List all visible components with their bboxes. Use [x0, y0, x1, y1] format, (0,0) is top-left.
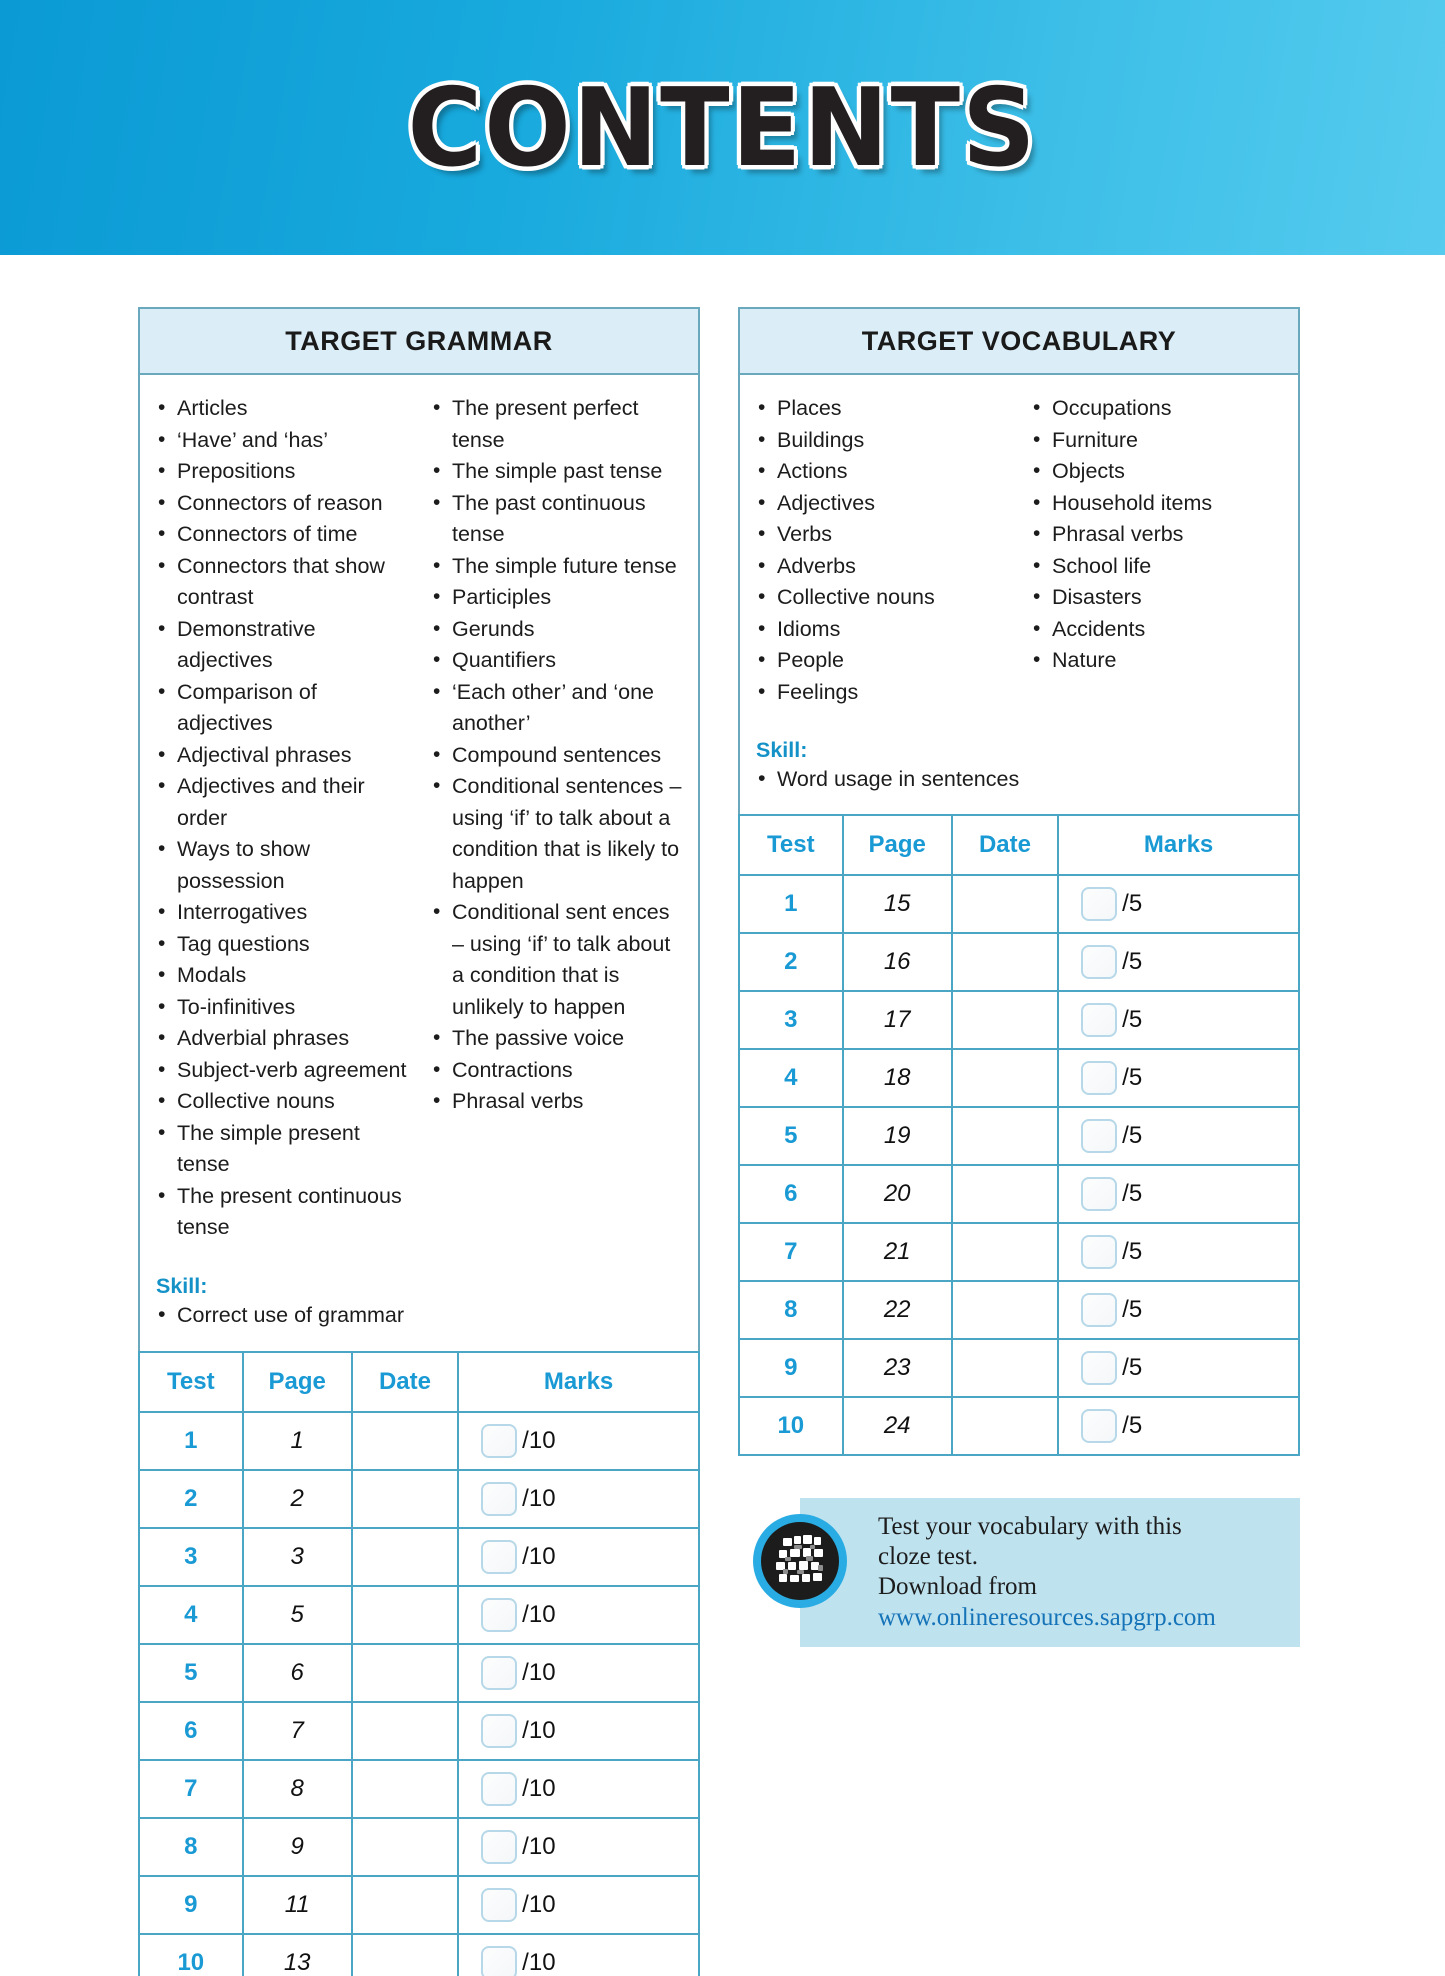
grammar-col-page: Page	[243, 1352, 352, 1412]
grammar-list-item: • ‘Each other’ and ‘one another’	[431, 677, 684, 740]
target-vocabulary-header	[740, 309, 1298, 375]
marks-entry	[1081, 1293, 1298, 1327]
marks-entry	[1081, 887, 1298, 921]
cell-date-blank[interactable]	[952, 1339, 1058, 1397]
grammar-list-item: • Gerunds	[431, 614, 684, 646]
grammar-list-item: • The passive voice	[431, 1023, 684, 1055]
vocabulary-list-item: • People	[756, 645, 1011, 677]
cell-date-blank[interactable]	[352, 1876, 458, 1934]
cell-page-number: 8	[243, 1760, 352, 1818]
cell-test-number: 4	[739, 1049, 843, 1107]
cell-test-number: 5	[739, 1107, 843, 1165]
cell-date-blank[interactable]	[952, 875, 1058, 933]
vocabulary-list-item: • Places	[756, 393, 1011, 425]
cell-page-number: 20	[843, 1165, 952, 1223]
cell-test-number: 9	[139, 1876, 243, 1934]
table-row	[739, 875, 1299, 933]
cell-page-number: 17	[843, 991, 952, 1049]
marks-entry	[481, 1830, 698, 1864]
marks-input-box[interactable]	[1081, 1409, 1117, 1443]
table-row	[139, 1702, 699, 1760]
marks-entry	[1081, 1119, 1298, 1153]
marks-entry	[1081, 1003, 1298, 1037]
vocabulary-col-marks: Marks	[1058, 815, 1299, 875]
cell-page-number: 21	[843, 1223, 952, 1281]
marks-input-box[interactable]	[481, 1424, 517, 1458]
marks-input-box[interactable]	[481, 1482, 517, 1516]
grammar-list-item: • Conditional sent ences – using ‘if’ to talk about a condition that is unlikely to happen	[431, 897, 684, 1023]
grammar-table-header-row	[139, 1352, 699, 1412]
target-vocabulary-title: TARGET VOCABULARY	[861, 326, 1177, 356]
cell-test-number: 9	[739, 1339, 843, 1397]
cell-page-number: 13	[243, 1934, 352, 1976]
cell-date-blank[interactable]	[352, 1760, 458, 1818]
cell-date-blank[interactable]	[952, 1107, 1058, 1165]
vocabulary-list-item: • Nature	[1031, 645, 1284, 677]
marks-denominator: /5	[1122, 889, 1143, 917]
cell-test-number: 5	[139, 1644, 243, 1702]
marks-input-box[interactable]	[481, 1888, 517, 1922]
cell-marks	[1058, 1049, 1299, 1107]
vocabulary-col-test: Test	[739, 815, 843, 875]
target-vocabulary-body	[740, 375, 1298, 730]
cell-date-blank[interactable]	[952, 1049, 1058, 1107]
grammar-list-item: • Contractions	[431, 1055, 684, 1087]
cell-page-number: 18	[843, 1049, 952, 1107]
grammar-list-item: • Adjectives and their order	[156, 771, 411, 834]
cell-test-number: 8	[739, 1281, 843, 1339]
grammar-items-right-col	[425, 393, 684, 1244]
marks-entry	[481, 1656, 698, 1690]
vocabulary-list-item: • Objects	[1031, 456, 1284, 488]
vocabulary-list-item: • Actions	[756, 456, 1011, 488]
marks-denominator: /10	[522, 1485, 556, 1512]
cell-marks	[1058, 1397, 1299, 1455]
grammar-list-item: • Connectors of time	[156, 519, 411, 551]
marks-input-box[interactable]	[1081, 1293, 1117, 1327]
cell-date-blank[interactable]	[352, 1702, 458, 1760]
cell-marks	[458, 1644, 699, 1702]
table-row	[139, 1586, 699, 1644]
marks-input-box[interactable]	[1081, 1177, 1117, 1211]
grammar-skill-section	[140, 1274, 698, 1352]
cell-test-number: 7	[139, 1760, 243, 1818]
grammar-list-item: • The present continuous tense	[156, 1181, 411, 1244]
vocabulary-items-right-col	[1025, 393, 1284, 708]
vocabulary-list-item: • Collective nouns	[756, 582, 1011, 614]
marks-denominator: /5	[1122, 1295, 1143, 1323]
target-grammar-title: TARGET GRAMMAR	[285, 326, 553, 356]
marks-entry	[1081, 1235, 1298, 1269]
promo-banner[interactable]	[800, 1498, 1300, 1647]
cell-page-number: 9	[243, 1818, 352, 1876]
cell-date-blank[interactable]	[352, 1644, 458, 1702]
vocabulary-items-left-col	[756, 393, 1015, 708]
grammar-list-item: • To-infinitives	[156, 992, 411, 1024]
marks-entry	[481, 1424, 698, 1458]
cell-marks	[458, 1702, 699, 1760]
grammar-skill-list	[156, 1300, 682, 1332]
marks-entry	[481, 1946, 698, 1976]
marks-denominator: /10	[522, 1427, 556, 1454]
table-row	[739, 1339, 1299, 1397]
marks-denominator: /10	[522, 1659, 556, 1686]
marks-denominator: /10	[522, 1949, 556, 1976]
cell-page-number: 11	[243, 1876, 352, 1934]
vocabulary-list-item: • Phrasal verbs	[1031, 519, 1284, 551]
cell-date-blank[interactable]	[952, 991, 1058, 1049]
marks-input-box[interactable]	[481, 1598, 517, 1632]
vocabulary-list-item: • Occupations	[1031, 393, 1284, 425]
table-row	[739, 1049, 1299, 1107]
grammar-table-body	[139, 1412, 699, 1976]
cell-page-number: 2	[243, 1470, 352, 1528]
cell-date-blank[interactable]	[952, 1281, 1058, 1339]
table-row	[139, 1412, 699, 1470]
marks-denominator: /10	[522, 1833, 556, 1860]
marks-entry	[1081, 1409, 1298, 1443]
grammar-list-item: • Connectors that show contrast	[156, 551, 411, 614]
vocabulary-marks-table	[738, 814, 1300, 1456]
target-vocabulary-box	[738, 307, 1300, 816]
vocabulary-list-item: • Furniture	[1031, 425, 1284, 457]
marks-entry	[1081, 1351, 1298, 1385]
marks-entry	[1081, 945, 1298, 979]
grammar-skill-label: Skill:	[156, 1273, 208, 1298]
cell-date-blank[interactable]	[352, 1818, 458, 1876]
cell-test-number: 4	[139, 1586, 243, 1644]
cell-marks	[458, 1876, 699, 1934]
cell-date-blank[interactable]	[352, 1586, 458, 1644]
target-grammar-box	[138, 307, 700, 1353]
marks-input-box[interactable]	[481, 1830, 517, 1864]
vocabulary-list-item: • Household items	[1031, 488, 1284, 520]
marks-entry	[1081, 1061, 1298, 1095]
vocabulary-skill-label: Skill:	[756, 738, 808, 762]
cell-test-number: 2	[739, 933, 843, 991]
cell-test-number: 10	[139, 1934, 243, 1976]
vocabulary-table-wrapper	[738, 814, 1300, 1456]
vocabulary-list-item: • Feelings	[756, 677, 1011, 709]
grammar-list-item: • The simple future tense	[431, 551, 684, 583]
vocabulary-list-item: • Adverbs	[756, 551, 1011, 583]
cell-date-blank[interactable]	[952, 933, 1058, 991]
promo-line-1: Test your vocabulary with this	[878, 1512, 1182, 1540]
grammar-list-item: • Collective nouns	[156, 1086, 411, 1118]
marks-denominator: /5	[1122, 1005, 1143, 1033]
qr-code-icon	[753, 1514, 847, 1608]
table-row	[739, 991, 1299, 1049]
grammar-list-item: • Quantifiers	[431, 645, 684, 677]
grammar-list-item: • Tag questions	[156, 929, 411, 961]
cell-date-blank[interactable]	[952, 1165, 1058, 1223]
vocabulary-list-item: • Disasters	[1031, 582, 1284, 614]
grammar-list-item: • Ways to show possession	[156, 834, 411, 897]
marks-denominator: /5	[1122, 1179, 1143, 1207]
vocabulary-table-body	[739, 875, 1299, 1455]
cell-date-blank[interactable]	[352, 1934, 458, 1976]
grammar-items-left-col	[156, 393, 415, 1244]
promo-line-2: cloze test.	[878, 1542, 978, 1570]
cell-page-number: 15	[843, 875, 952, 933]
cell-page-number: 22	[843, 1281, 952, 1339]
cell-date-blank[interactable]	[352, 1412, 458, 1470]
table-row	[739, 1165, 1299, 1223]
cell-test-number: 7	[739, 1223, 843, 1281]
cell-marks	[1058, 1339, 1299, 1397]
marks-denominator: /5	[1122, 1063, 1143, 1091]
marks-input-box[interactable]	[1081, 1061, 1117, 1095]
grammar-skill-item: • Correct use of grammar	[156, 1300, 682, 1332]
marks-input-box[interactable]	[1081, 1351, 1117, 1385]
cell-page-number: 5	[243, 1586, 352, 1644]
marks-input-box[interactable]	[481, 1714, 517, 1748]
cell-test-number: 6	[139, 1702, 243, 1760]
cell-marks	[1058, 1107, 1299, 1165]
vocabulary-skill-item: • Word usage in sentences	[756, 764, 1282, 796]
vocabulary-list-item: • Buildings	[756, 425, 1011, 457]
page-header-band	[0, 0, 1445, 255]
marks-input-box[interactable]	[481, 1656, 517, 1690]
grammar-col-test: Test	[139, 1352, 243, 1412]
grammar-list-item: • Conditional sentences – using ‘if’ to talk about a condition that is likely to happen	[431, 771, 684, 897]
vocabulary-column	[738, 307, 1300, 1647]
vocabulary-list-right	[1031, 393, 1284, 677]
table-row	[139, 1876, 699, 1934]
grammar-list-item: • Adverbial phrases	[156, 1023, 411, 1055]
marks-input-box[interactable]	[1081, 1119, 1117, 1153]
cell-test-number: 2	[139, 1470, 243, 1528]
cell-test-number: 1	[739, 875, 843, 933]
grammar-list-item: • Adjectival phrases	[156, 740, 411, 772]
grammar-list-item: • Comparison of adjectives	[156, 677, 411, 740]
cell-test-number: 10	[739, 1397, 843, 1455]
table-row	[739, 1281, 1299, 1339]
grammar-list-item: • Prepositions	[156, 456, 411, 488]
cell-marks	[458, 1586, 699, 1644]
marks-input-box[interactable]	[481, 1946, 517, 1976]
cell-page-number: 6	[243, 1644, 352, 1702]
table-row	[139, 1760, 699, 1818]
grammar-list-item: • Participles	[431, 582, 684, 614]
grammar-column	[138, 307, 700, 1976]
cell-marks	[1058, 933, 1299, 991]
cell-test-number: 3	[739, 991, 843, 1049]
cell-page-number: 19	[843, 1107, 952, 1165]
grammar-list-item: • Phrasal verbs	[431, 1086, 684, 1118]
cell-marks	[1058, 875, 1299, 933]
vocabulary-col-page: Page	[843, 815, 952, 875]
marks-entry	[1081, 1177, 1298, 1211]
vocabulary-list-item: • Accidents	[1031, 614, 1284, 646]
marks-denominator: /10	[522, 1601, 556, 1628]
cell-test-number: 6	[739, 1165, 843, 1223]
grammar-list-item: • The simple past tense	[431, 456, 684, 488]
cell-marks	[458, 1528, 699, 1586]
marks-denominator: /5	[1122, 1411, 1143, 1439]
marks-input-box[interactable]	[1081, 1003, 1117, 1037]
cell-date-blank[interactable]	[952, 1223, 1058, 1281]
grammar-col-date: Date	[352, 1352, 458, 1412]
grammar-list-item: • Subject-verb agreement	[156, 1055, 411, 1087]
grammar-list-item: • ‘Have’ and ‘has’	[156, 425, 411, 457]
grammar-list-item: • Modals	[156, 960, 411, 992]
table-row	[739, 1107, 1299, 1165]
cell-page-number: 16	[843, 933, 952, 991]
marks-entry	[481, 1714, 698, 1748]
grammar-list-item: • Demonstrative adjectives	[156, 614, 411, 677]
cell-marks	[458, 1412, 699, 1470]
cell-page-number: 24	[843, 1397, 952, 1455]
cell-page-number: 7	[243, 1702, 352, 1760]
grammar-list-right	[431, 393, 684, 1118]
marks-input-box[interactable]	[1081, 887, 1117, 921]
marks-denominator: /10	[522, 1775, 556, 1802]
cell-marks	[1058, 1165, 1299, 1223]
cell-marks	[458, 1934, 699, 1976]
marks-entry	[481, 1772, 698, 1806]
marks-denominator: /10	[522, 1543, 556, 1570]
table-row	[139, 1470, 699, 1528]
cell-marks	[1058, 991, 1299, 1049]
marks-entry	[481, 1598, 698, 1632]
marks-input-box[interactable]	[481, 1772, 517, 1806]
marks-denominator: /5	[1122, 947, 1143, 975]
cell-marks	[458, 1470, 699, 1528]
cell-test-number: 1	[139, 1412, 243, 1470]
cell-test-number: 3	[139, 1528, 243, 1586]
vocabulary-list-item: • School life	[1031, 551, 1284, 583]
cell-marks	[1058, 1223, 1299, 1281]
grammar-list-item: • Articles	[156, 393, 411, 425]
grammar-list-item: • The present perfect tense	[431, 393, 684, 456]
marks-entry	[481, 1540, 698, 1574]
table-row	[139, 1644, 699, 1702]
marks-entry	[481, 1888, 698, 1922]
promo-line-3: Download from	[878, 1572, 1037, 1600]
grammar-list-item: • Connectors of reason	[156, 488, 411, 520]
table-row	[139, 1528, 699, 1586]
marks-denominator: /10	[522, 1891, 556, 1918]
cell-date-blank[interactable]	[952, 1397, 1058, 1455]
vocabulary-table-header-row	[739, 815, 1299, 875]
grammar-list-item: • Compound sentences	[431, 740, 684, 772]
page-body	[0, 255, 1445, 1976]
grammar-table-wrapper	[138, 1351, 700, 1976]
table-row	[739, 1223, 1299, 1281]
vocabulary-skill-section	[740, 738, 1298, 814]
marks-denominator: /5	[1122, 1121, 1143, 1149]
content-columns	[0, 255, 1445, 1976]
marks-input-box[interactable]	[1081, 945, 1117, 979]
marks-input-box[interactable]	[481, 1540, 517, 1574]
grammar-list-item: • Interrogatives	[156, 897, 411, 929]
grammar-marks-table	[138, 1351, 700, 1976]
marks-denominator: /10	[522, 1717, 556, 1744]
cell-marks	[1058, 1281, 1299, 1339]
grammar-list-left	[156, 393, 411, 1244]
cell-test-number: 8	[139, 1818, 243, 1876]
table-row	[139, 1934, 699, 1976]
marks-denominator: /5	[1122, 1237, 1143, 1265]
vocabulary-skill-list	[756, 764, 1282, 796]
marks-input-box[interactable]	[1081, 1235, 1117, 1269]
vocabulary-list-item: • Verbs	[756, 519, 1011, 551]
grammar-list-item: • The past continuous tense	[431, 488, 684, 551]
cell-page-number: 1	[243, 1412, 352, 1470]
cell-page-number: 23	[843, 1339, 952, 1397]
target-grammar-body	[140, 375, 698, 1266]
grammar-col-marks: Marks	[458, 1352, 699, 1412]
table-row	[139, 1818, 699, 1876]
target-grammar-header	[140, 309, 698, 375]
vocabulary-list-item: • Adjectives	[756, 488, 1011, 520]
cell-date-blank[interactable]	[352, 1528, 458, 1586]
cell-date-blank[interactable]	[352, 1470, 458, 1528]
cell-page-number: 3	[243, 1528, 352, 1586]
promo-url-link[interactable]: www.onlineresources.sapgrp.com	[878, 1603, 1216, 1631]
grammar-list-item: • The simple present tense	[156, 1118, 411, 1181]
cell-marks	[458, 1760, 699, 1818]
table-row	[739, 933, 1299, 991]
marks-denominator: /5	[1122, 1353, 1143, 1381]
table-row	[739, 1397, 1299, 1455]
vocabulary-col-date: Date	[952, 815, 1058, 875]
marks-entry	[481, 1482, 698, 1516]
cell-marks	[458, 1818, 699, 1876]
vocabulary-list-item: • Idioms	[756, 614, 1011, 646]
page-title: CONTENTS	[407, 65, 1038, 191]
vocabulary-list-left	[756, 393, 1011, 708]
